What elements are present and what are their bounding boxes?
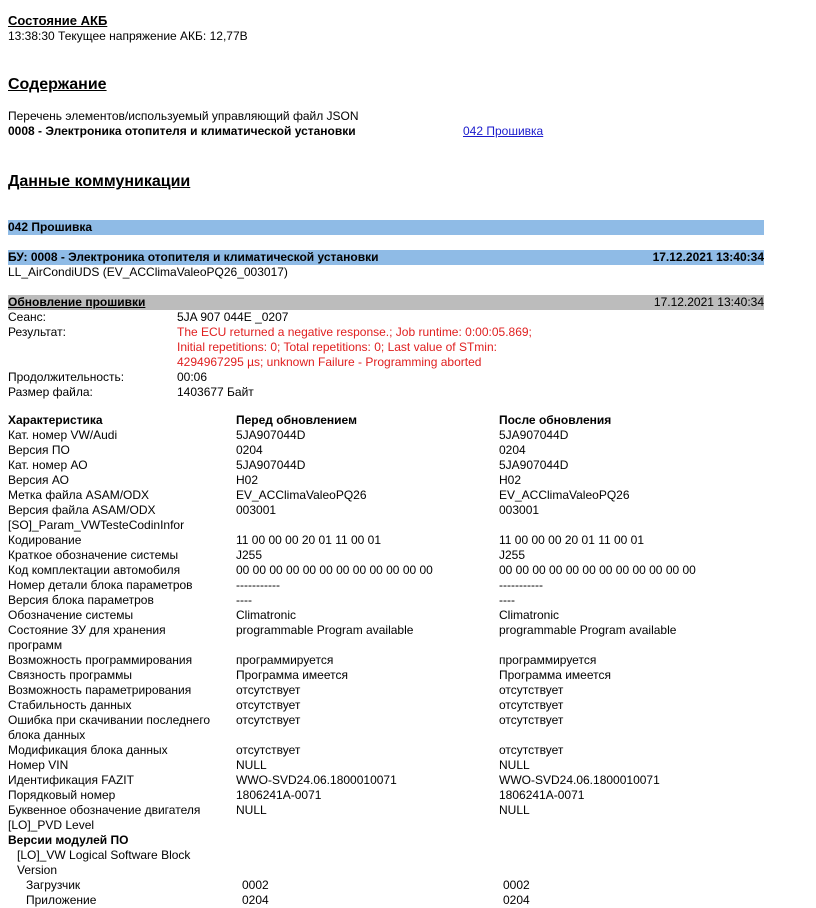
table-row-after: Climatronic (499, 608, 560, 622)
contents-heading: Содержание (8, 76, 107, 93)
table-row-before: NULL (236, 758, 267, 772)
table-row-before: Climatronic (236, 608, 297, 622)
modules-heading: Версии модулей ПО (8, 833, 129, 847)
module-row-before: 0002 (242, 878, 269, 892)
table-row-after: ----------- (499, 578, 543, 592)
table-row-before: 0204 (236, 443, 263, 457)
table-row-before: 11 00 00 00 20 01 11 00 01 (236, 533, 382, 547)
table-row-after: programmable Program available (499, 623, 677, 637)
table-row-before: программируется (236, 653, 334, 667)
table-row-after: 0204 (499, 443, 526, 457)
table-row-label: [LO]_PVD Level (8, 818, 95, 832)
comm-heading: Данные коммуникации (8, 173, 191, 190)
table-row-label: Версия АО (8, 473, 69, 487)
table-row-label: Версия блока параметров (8, 593, 154, 607)
result-line: The ECU returned a negative response.; Job runtime: 0:00:05.869; (177, 325, 532, 339)
table-row-before: programmable Program available (236, 623, 414, 637)
table-row-label: Порядковый номер (8, 788, 116, 802)
table-row-after: Программа имеется (499, 668, 611, 682)
table-row-label: Буквенное обозначение двигателя (8, 803, 201, 817)
session-value: 5JA 907 044E _0207 (177, 310, 289, 324)
update-bar-date: 17.12.2021 13:40:34 (653, 295, 764, 309)
table-row-label: Код комплектации автомобиля (8, 563, 181, 577)
table-row-label: Номер детали блока параметров (8, 578, 193, 592)
table-row-before: WWO-SVD24.06.1800010071 (236, 773, 397, 787)
result-label: Результат: (8, 325, 66, 339)
table-row-after: 00 00 00 00 00 00 00 00 00 00 00 00 (499, 563, 696, 577)
table-header-characteristic: Характеристика (8, 413, 103, 427)
table-row-label: Кодирование (8, 533, 82, 547)
table-row-after: 5JA907044D (499, 458, 569, 472)
table-row-label: Обозначение системы (8, 608, 134, 622)
result-line: 4294967295 µs; unknown Failure - Programming aborted (177, 355, 482, 369)
table-row-after: 11 00 00 00 20 01 11 00 01 (499, 533, 645, 547)
table-row-after: NULL (499, 758, 530, 772)
session-label: Сеанс: (8, 310, 46, 324)
table-row-label: [SO]_Param_VWTesteCodinInfor (8, 518, 185, 532)
table-row-label: Возможность программирования (8, 653, 193, 667)
table-row-label: Связность программы (8, 668, 132, 682)
table-row-after: 5JA907044D (499, 428, 569, 442)
table-row-label: Версия файла ASAM/ODX (8, 503, 156, 517)
table-row-label: Кат. номер VW/Audi (8, 428, 118, 442)
table-row-before: Программа имеется (236, 668, 348, 682)
duration-label: Продолжительность: (8, 370, 125, 384)
table-header-after: После обновления (499, 413, 612, 427)
filesize-label: Размер файла: (8, 385, 93, 399)
table-row-before: отсутствует (236, 713, 301, 727)
contents-item-label: 0008 - Электроника отопителя и климатической установки (8, 124, 356, 138)
table-row-after: отсутствует (499, 698, 564, 712)
table-row-before: отсутствует (236, 683, 301, 697)
table-row-label: Модификация блока данных (8, 743, 168, 757)
table-row-label: Стабильность данных (8, 698, 132, 712)
table-row-before: 00 00 00 00 00 00 00 00 00 00 00 00 (236, 563, 433, 577)
table-row-after: H02 (499, 473, 522, 487)
contents-item-link[interactable]: 042 Прошивка (463, 124, 544, 138)
module-row-label: Загрузчик (26, 878, 81, 892)
table-row-before: 5JA907044D (236, 458, 306, 472)
table-row-before: отсутствует (236, 743, 301, 757)
table-row-before: J255 (236, 548, 263, 562)
module-row-after: 0002 (503, 878, 530, 892)
module-row-after: 0204 (503, 893, 530, 907)
table-row-label: Возможность параметрирования (8, 683, 192, 697)
table-row-before: ---- (236, 593, 252, 607)
section-bar-label: 042 Прошивка (8, 220, 93, 234)
ecu-subtitle: LL_AirCondiUDS (EV_ACClimaValeoPQ26_003017) (8, 265, 288, 279)
table-row-after: программируется (499, 653, 597, 667)
result-line: Initial repetitions: 0; Total repetitions: 0; Last value of STmin: (177, 340, 497, 354)
module-row-label: Приложение (26, 893, 97, 907)
table-row-before: 1806241A-0071 (236, 788, 322, 802)
table-row-after: 1806241A-0071 (499, 788, 585, 802)
table-row-before: EV_ACClimaValeoPQ26 (236, 488, 367, 502)
table-row-label: Версия ПО (8, 443, 70, 457)
modules-group-label: [LO]_VW Logical Software Block Version (17, 848, 191, 877)
table-row-before: 003001 (236, 503, 277, 517)
ecu-bar-label: БУ: 0008 - Электроника отопителя и климатической установки (8, 250, 379, 264)
table-row-label: Состояние ЗУ для хранения программ (8, 623, 166, 652)
table-row-after: отсутствует (499, 713, 564, 727)
table-header-before: Перед обновлением (236, 413, 357, 427)
module-row-before: 0204 (242, 893, 269, 907)
update-bar-label: Обновление прошивки (8, 295, 146, 309)
section-bar-firmware (8, 220, 764, 235)
table-row-after: ---- (499, 593, 515, 607)
contents-subtitle: Перечень элементов/используемый управляющий файл JSON (8, 109, 359, 123)
table-row-after: WWO-SVD24.06.1800010071 (499, 773, 660, 787)
table-row-after: отсутствует (499, 683, 564, 697)
table-row-before: NULL (236, 803, 267, 817)
table-row-after: отсутствует (499, 743, 564, 757)
table-row-label: Номер VIN (8, 758, 69, 772)
battery-voltage-line: 13:38:30 Текущее напряжение АКБ: 12,77В (8, 29, 248, 43)
table-row-before: ----------- (236, 578, 280, 592)
table-row-label: Ошибка при скачивании последнего блока данных (8, 713, 211, 742)
table-row-label: Кат. номер АО (8, 458, 88, 472)
table-row-before: H02 (236, 473, 259, 487)
duration-value: 00:06 (177, 370, 208, 384)
battery-heading: Состояние АКБ (8, 13, 108, 28)
table-row-after: EV_ACClimaValeoPQ26 (499, 488, 630, 502)
table-row-before: отсутствует (236, 698, 301, 712)
table-row-label: Краткое обозначение системы (8, 548, 179, 562)
ecu-bar-date: 17.12.2021 13:40:34 (652, 250, 764, 264)
table-row-after: NULL (499, 803, 530, 817)
filesize-value: 1403677 Байт (177, 385, 254, 399)
table-row-label: Метка файла ASAM/ODX (8, 488, 150, 502)
table-row-after: 003001 (499, 503, 540, 517)
table-row-before: 5JA907044D (236, 428, 306, 442)
table-row-after: J255 (499, 548, 526, 562)
table-row-label: Идентификация FAZIT (8, 773, 134, 787)
